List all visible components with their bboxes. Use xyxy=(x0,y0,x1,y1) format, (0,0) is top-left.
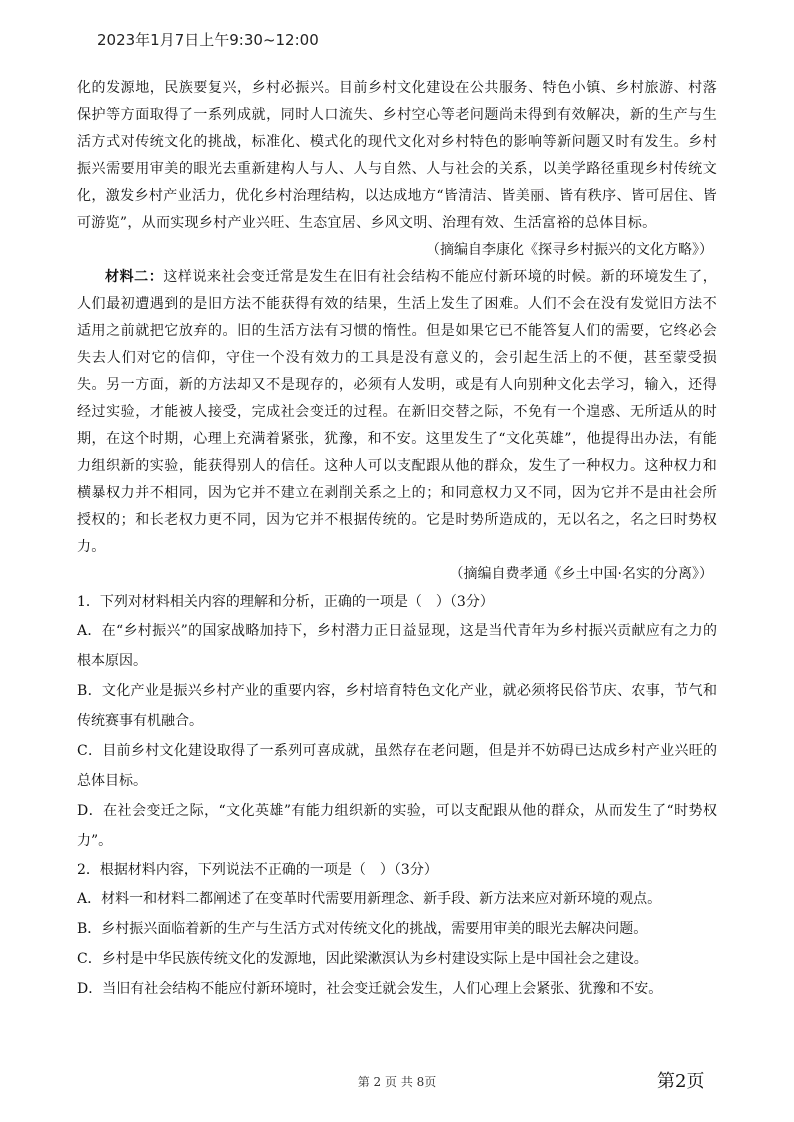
question-1-option-d: D．在社会变迁之际，“文化英雄”有能力组织新的实验，可以支配跟从他的群众，从而发生了“时势权力”。 xyxy=(77,803,717,849)
material-2-body: 这样说来社会变迁常是发生在旧有社会结构不能应付新环境的时候。新的环境发生了，人们最初遭遇到的是旧方法不能获得有效的结果，生活上发生了困难。人们不会在没有发觉旧方法不适用之前就把它放弃的。旧的生活方法有习惯的惰性。但是如果它已不能答复人们的需要，它终必会失去人们对它的信仰，守住一个没有效力的工具是没有意义的，会引起生活上的不便，甚至蒙受损失。另一方面，新的方法却又不是现存的，必须有人发明，或是有人向别种文化去学习，输入，还得经过实验，才能被人接受，完成社会变迁的过程。在新旧交替之际，不免有一个遑惑、无所适从的时期，在这个时期，心理上充满着紧张，犹豫，和不安。这里发生了“文化英雄”，他提得出办法，有能力组织新的实验，能获得别人的信任。这种人可以支配跟从他的群众，发生了一种权力。这种权力和横暴权力并不相同，因为它并不建立在剥削关系之上的；和同意权力又不同，因为它并不是由社会所授权的；和长老权力更不同，因为它并不根据传统的。它是时势所造成的，无以名之，名之曰时势权力。 xyxy=(77,269,717,555)
material-2-source: （摘编自费孝通《乡土中国·名实的分离》） xyxy=(449,566,713,582)
material-1-body: 化的发源地，民族要复兴，乡村必振兴。目前乡村文化建设在公共服务、特色小镇、乡村旅游、村落保护等方面取得了一系列成就，同时人口流失、乡村空心等老问题尚未得到有效解决，新的生产与生活方式对传统文化的挑战，标准化、模式化的现代文化对乡村特色的影响等新问题又时有发生。乡村振兴需要用审美的眼光去重新建构人与人、人与自然、人与社会的关系，以美学路径重现乡村传统文化，激发乡村产业活力，优化乡村治理结构，以达成地方“皆清洁、皆美丽、皆有秩序、皆可居住、皆可游览”，从而实现乡村产业兴旺、生态宜居、乡风文明、治理有效、生活富裕的总体目标。 xyxy=(77,80,717,231)
question-2-stem: 2．根据材料内容，下列说法不正确的一项是（ ）（3分） xyxy=(77,862,438,878)
question-1-stem: 1．下列对材料相关内容的理解和分析，正确的一项是（ ）（3分） xyxy=(77,594,494,610)
material-2-paragraph xyxy=(77,264,717,561)
question-1 xyxy=(77,588,717,856)
question-2-option-b: B．乡村振兴面临着新的生产与生活方式对传统文化的挑战，需要用审美的眼光去解决问题。 xyxy=(77,921,648,937)
question-1-option-c: C．目前乡村文化建设取得了一系列可喜成就，虽然存在老问题，但是并不妨碍已达成乡村产业兴旺的总体目标。 xyxy=(77,743,717,789)
question-2-option-d: D．当旧有社会结构不能应付新环境时，社会变迁就会发生，人们心理上会紧张、犹豫和不安。 xyxy=(77,981,663,997)
page-footer: 第 2 页 共 8页 xyxy=(357,1075,437,1089)
material-1-source: （摘编自李康化《探寻乡村振兴的文化方略》） xyxy=(426,242,713,258)
question-2-option-c: C．乡村是中华民族传统文化的发源地，因此梁漱溟认为乡村建设实际上是中国社会之建设。 xyxy=(77,951,648,967)
exam-datetime: 2023年1月7日上午9:30~12:00 xyxy=(97,31,319,49)
page-number-tag: 第2页 xyxy=(657,1071,705,1092)
question-1-option-a: A．在“乡村振兴”的国家战略加持下，乡村潜力正日益显现，这是当代青年为乡村振兴贡献应有之力的根本原因。 xyxy=(77,623,717,669)
material-2-label: 材料二： xyxy=(105,269,164,285)
question-1-option-b: B．文化产业是振兴乡村产业的重要内容，乡村培育特色文化产业，就必须将民俗节庆、农事，节气和传统赛事有机融合。 xyxy=(77,683,717,729)
page-content xyxy=(77,75,717,1004)
question-2-option-a: A．材料一和材料二都阐述了在变革时代需要用新理念、新手段、新方法来应对新环境的观点。 xyxy=(77,891,662,907)
question-2 xyxy=(77,856,717,1004)
